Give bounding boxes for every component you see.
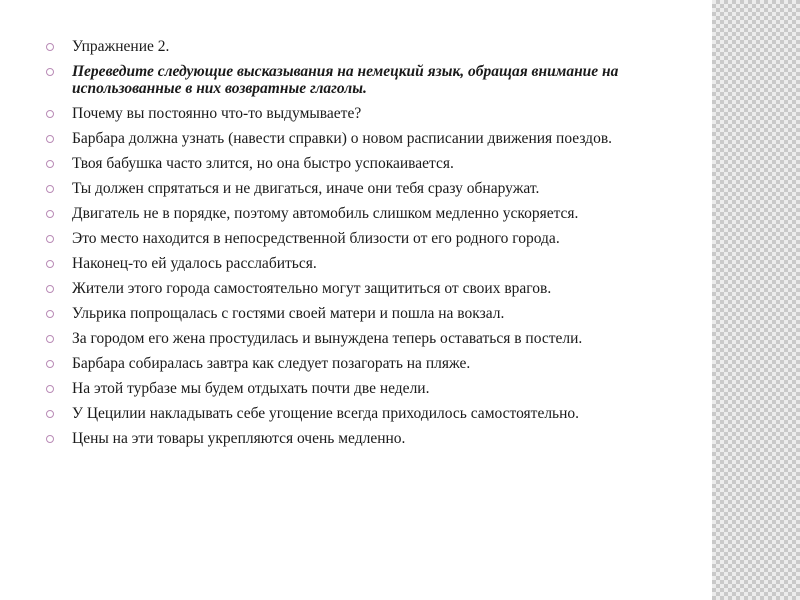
- bullet-circle-icon: [46, 310, 54, 318]
- bullet-circle-icon: [46, 360, 54, 368]
- list-item: [46, 380, 712, 397]
- decorative-side-band: [712, 0, 800, 600]
- list-item-text: Наконец-то ей удалось расслабиться.: [72, 255, 317, 272]
- bullet-circle-icon: [46, 410, 54, 418]
- bullet-circle-icon: [46, 235, 54, 243]
- list-item: [46, 280, 712, 297]
- list-item-text: Твоя бабушка часто злится, но она быстро успокаивается.: [72, 155, 454, 172]
- bullet-circle-icon: [46, 68, 54, 76]
- list-item-text: Двигатель не в порядке, поэтому автомобиль слишком медленно ускоряется.: [72, 205, 579, 222]
- bullet-circle-icon: [46, 210, 54, 218]
- list-item-text: За городом его жена простудилась и вынуждена теперь оставаться в постели.: [72, 330, 583, 347]
- bullet-circle-icon: [46, 135, 54, 143]
- bullet-circle-icon: [46, 110, 54, 118]
- bullet-circle-icon: [46, 435, 54, 443]
- bullet-circle-icon: [46, 43, 54, 51]
- list-item-text: Цены на эти товары укрепляются очень медленно.: [72, 430, 406, 447]
- list-item-text: Переведите следующие высказывания на немецкий язык, обращая внимание на использованные в них возвратные глаголы.: [72, 63, 619, 97]
- list-item: [46, 230, 712, 247]
- bullet-circle-icon: [46, 160, 54, 168]
- bullet-circle-icon: [46, 335, 54, 343]
- list-item-text: На этой турбазе мы будем отдыхать почти две недели.: [72, 380, 430, 397]
- bullet-circle-icon: [46, 260, 54, 268]
- list-item-text: Почему вы постоянно что-то выдумываете?: [72, 105, 362, 122]
- list-item: [46, 105, 712, 122]
- list-item: [46, 405, 712, 422]
- list-item: [46, 205, 712, 222]
- list-item-text: Барбара собиралась завтра как следует позагорать на пляже.: [72, 355, 471, 372]
- list-item: [46, 305, 712, 322]
- list-item: [46, 155, 712, 172]
- exercise-instruction: [46, 63, 712, 97]
- list-item-text: Ульрика попрощалась с гостями своей матери и пошла на вокзал.: [72, 305, 505, 322]
- list-item: [46, 355, 712, 372]
- list-item: [46, 180, 712, 197]
- bullet-circle-icon: [46, 185, 54, 193]
- exercise-title: [46, 38, 712, 55]
- list-item: [46, 130, 712, 147]
- list-item: [46, 330, 712, 347]
- list-item-text: Жители этого города самостоятельно могут защититься от своих врагов.: [72, 280, 552, 297]
- exercise-list: [46, 38, 712, 455]
- list-item-text: У Цецилии накладывать себе угощение всегда приходилось самостоятельно.: [72, 405, 580, 422]
- list-item: [46, 255, 712, 272]
- list-item: [46, 430, 712, 447]
- list-item-text: Ты должен спрятаться и не двигаться, иначе они тебя сразу обнаружат.: [72, 180, 540, 197]
- list-item-text: Упражнение 2.: [72, 38, 170, 55]
- list-item-text: Барбара должна узнать (навести справки) о новом расписании движения поездов.: [72, 130, 613, 147]
- bullet-circle-icon: [46, 285, 54, 293]
- bullet-circle-icon: [46, 385, 54, 393]
- list-item-text: Это место находится в непосредственной близости от его родного города.: [72, 230, 560, 247]
